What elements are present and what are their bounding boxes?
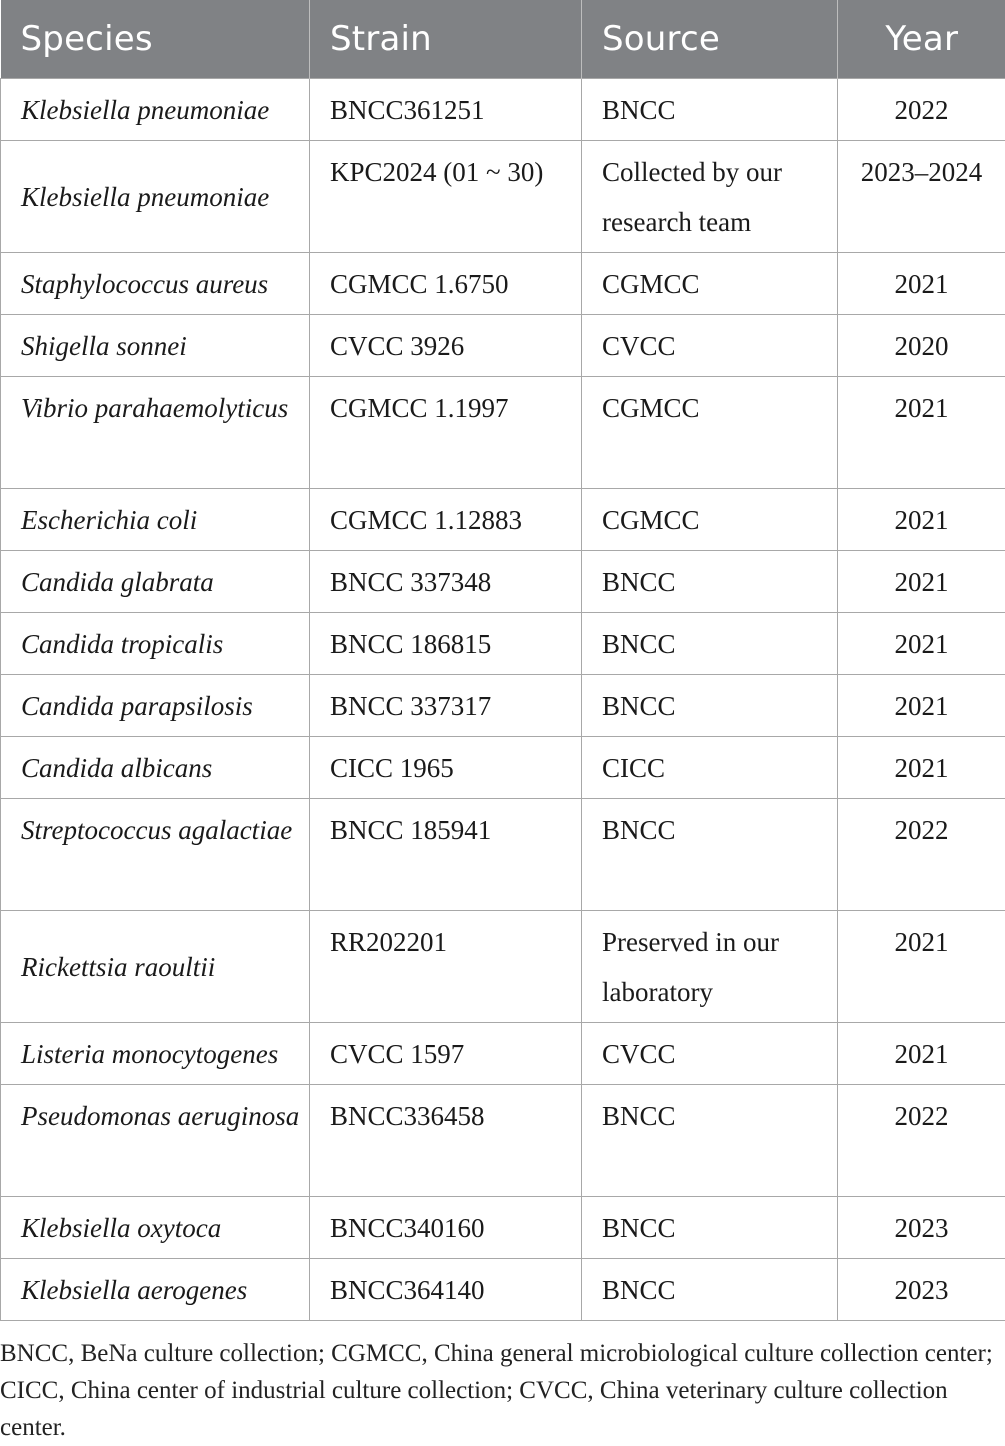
cell-species: Pseudomonas aeruginosa [1, 1084, 310, 1196]
cell-strain: KPC2024 (01 ~ 30) [310, 140, 582, 252]
cell-strain: CGMCC 1.12883 [310, 488, 582, 550]
table-row [1, 488, 1005, 550]
cell-source: BNCC [582, 78, 838, 140]
cell-year: 2021 [838, 910, 1005, 1022]
cell-species: Listeria monocytogenes [1, 1022, 310, 1084]
cell-strain: CGMCC 1.1997 [310, 376, 582, 488]
cell-strain: BNCC361251 [310, 78, 582, 140]
cell-species: Vibrio parahaemolyticus [1, 376, 310, 488]
cell-source: CGMCC [582, 376, 838, 488]
table-row [1, 910, 1005, 1022]
header-species: Species [1, 0, 310, 78]
cell-species: Candida albicans [1, 736, 310, 798]
cell-year: 2022 [838, 78, 1005, 140]
cell-year: 2021 [838, 376, 1005, 488]
header-row [1, 0, 1005, 78]
cell-year: 2022 [838, 798, 1005, 910]
cell-species: Klebsiella pneumoniae [1, 78, 310, 140]
cell-source: BNCC [582, 798, 838, 910]
cell-source: BNCC [582, 612, 838, 674]
cell-source: BNCC [582, 1258, 838, 1320]
cell-strain: BNCC 185941 [310, 798, 582, 910]
cell-source: CICC [582, 736, 838, 798]
cell-source: CGMCC [582, 252, 838, 314]
header-strain: Strain [310, 0, 582, 78]
header-source: Source [582, 0, 838, 78]
cell-strain: BNCC336458 [310, 1084, 582, 1196]
cell-year: 2021 [838, 550, 1005, 612]
table-row [1, 736, 1005, 798]
cell-year: 2021 [838, 674, 1005, 736]
cell-year: 2021 [838, 612, 1005, 674]
header-year: Year [838, 0, 1005, 78]
cell-species: Klebsiella oxytoca [1, 1196, 310, 1258]
table-row [1, 140, 1005, 252]
cell-source: CVCC [582, 1022, 838, 1084]
cell-species: Streptococcus agalactiae [1, 798, 310, 910]
table-row [1, 376, 1005, 488]
cell-species: Escherichia coli [1, 488, 310, 550]
table-row [1, 252, 1005, 314]
cell-source: BNCC [582, 550, 838, 612]
cell-strain: BNCC 337348 [310, 550, 582, 612]
table-header [1, 0, 1005, 78]
cell-species: Klebsiella aerogenes [1, 1258, 310, 1320]
cell-strain: CGMCC 1.6750 [310, 252, 582, 314]
table-row [1, 1084, 1005, 1196]
cell-year: 2023 [838, 1196, 1005, 1258]
cell-year: 2022 [838, 1084, 1005, 1196]
table-row [1, 78, 1005, 140]
cell-species: Rickettsia raoultii [1, 910, 310, 1022]
cell-species: Shigella sonnei [1, 314, 310, 376]
table-row [1, 1196, 1005, 1258]
cell-strain: CICC 1965 [310, 736, 582, 798]
cell-strain: BNCC364140 [310, 1258, 582, 1320]
table-row [1, 314, 1005, 376]
cell-strain: RR202201 [310, 910, 582, 1022]
cell-year: 2021 [838, 1022, 1005, 1084]
cell-year: 2023–2024 [838, 140, 1005, 252]
cell-strain: BNCC340160 [310, 1196, 582, 1258]
cell-year: 2021 [838, 736, 1005, 798]
cell-strain: CVCC 1597 [310, 1022, 582, 1084]
cell-species: Candida tropicalis [1, 612, 310, 674]
cell-source: Preserved in our laboratory [582, 910, 838, 1022]
cell-strain: BNCC 186815 [310, 612, 582, 674]
table-row [1, 674, 1005, 736]
table-row [1, 550, 1005, 612]
cell-year: 2020 [838, 314, 1005, 376]
cell-year: 2021 [838, 488, 1005, 550]
cell-source: CVCC [582, 314, 838, 376]
cell-year: 2021 [838, 252, 1005, 314]
table-row [1, 1022, 1005, 1084]
cell-source: BNCC [582, 1084, 838, 1196]
cell-species: Klebsiella pneumoniae [1, 140, 310, 252]
cell-species: Staphylococcus aureus [1, 252, 310, 314]
table-footnote: BNCC, BeNa culture collection; CGMCC, China general microbiological culture collection center; CICC, China center of industrial culture collection; CVCC, China veterinary culture collection center. [0, 1321, 1005, 1446]
cell-strain: CVCC 3926 [310, 314, 582, 376]
cell-source: BNCC [582, 674, 838, 736]
cell-source: CGMCC [582, 488, 838, 550]
table-body [1, 78, 1005, 1320]
cell-source: Collected by our research team [582, 140, 838, 252]
cell-species: Candida parapsilosis [1, 674, 310, 736]
table-row [1, 798, 1005, 910]
cell-year: 2023 [838, 1258, 1005, 1320]
cell-species: Candida glabrata [1, 550, 310, 612]
table-row [1, 1258, 1005, 1320]
cell-strain: BNCC 337317 [310, 674, 582, 736]
table-row [1, 612, 1005, 674]
cell-source: BNCC [582, 1196, 838, 1258]
